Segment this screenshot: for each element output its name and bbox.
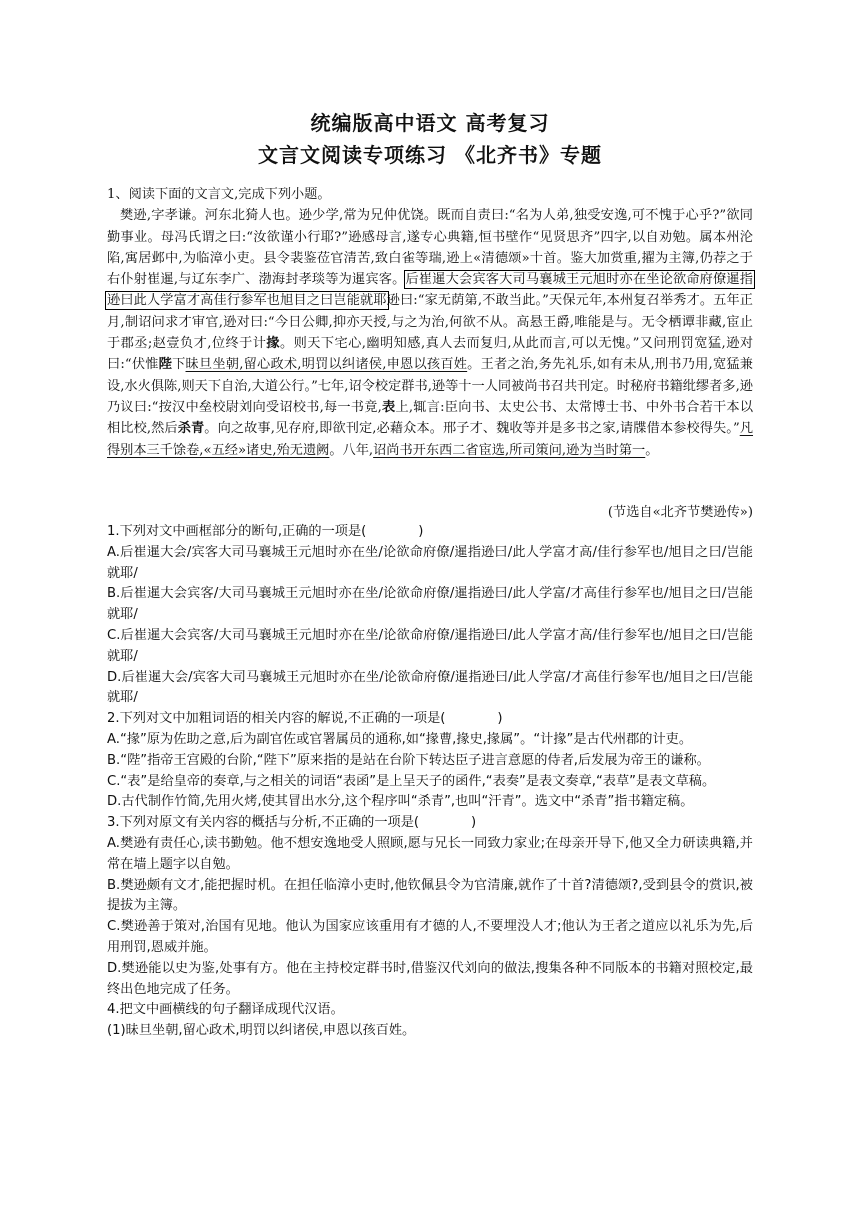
passage-text: 。则天下宅心,幽明知感,真人去而复归,从此而言,可以无愧。”又问刑罚宽猛,逊对曰:“伏惟 [107, 336, 754, 373]
question-stem: 4.把文中画横线的句子翻译成现代汉语。 [107, 1002, 344, 1018]
question-stem: 1.下列对文中画框部分的断句,正确的一项是( ) [107, 524, 424, 539]
question-option: A.樊逊有责任心,读书勤勉。他不想安逸地受人照顾,愿与兄长一同致力家业;在母亲开导下,他又全力研读典籍,并常在墙上题字以自勉。 [107, 835, 753, 872]
boxed-sentence: 后崔暹大会宾客大司马襄城王元旭时亦在坐论欲命府僚暹指逊曰此人学富才高佳行参军也旭目之曰岂能就耶 [107, 272, 753, 309]
question-option: C.后崔暹大会宾客/大司马襄城王元旭时亦在坐/论欲命府僚/暹指逊曰/此人学富才高/佳行参军也/旭目之曰/岂能就耶/ [107, 627, 753, 664]
question-option: D.古代制作竹简,先用火烤,使其冒出水分,这个程序叫“杀青”,也叫“汗青”。选文中“杀青”指书籍定稿。 [107, 794, 694, 810]
question-option: C.樊逊善于策对,治国有见地。他认为国家应该重用有才德的人,不要埋没人才;他认为王者之道应以礼乐为先,后用刑罚,恩威并施。 [107, 919, 753, 955]
bold-term: 表 [381, 399, 396, 415]
bold-term: 掾 [266, 336, 281, 352]
passage-source: (节选自«北齐节樊逊传») [607, 505, 753, 520]
question-option: A.“掾”原为佐助之意,后为副官佐或官署属员的通称,如“掾曹,掾史,掾属”。“计掾”是古代州郡的计吏。 [107, 731, 693, 747]
question-option: B.后崔暹大会宾客/大司马襄城王元旭时亦在坐/论欲命府僚/暹指逊曰/此人学富/才高佳行参军也/旭目之曰/岂能就耶/ [107, 586, 753, 623]
page-title: 统编版高中语文 高考复习 [310, 111, 550, 135]
question-option: C.“表”是给皇帝的奏章,与之相关的词语“表函”是上呈天子的函件,“表奏”是表文奏章,“表草”是表文草稿。 [107, 773, 716, 789]
passage-text: 上,辄言:臣向书、太史公书、太常博士书、中外书合若干本以相比校,然后 [107, 399, 754, 437]
passage-text: 。向之故事,见存府,即欲刊定,必藉众本。邢子才、魏收等并是多书之家,请牒借本参校得失。” [204, 421, 740, 437]
passage-instruction: 1、阅读下面的文言文,完成下列小题。 [107, 187, 331, 202]
underlined-sentence: 凡得别本三千馀卷,«五经»诸史,殆无遗阙 [107, 421, 754, 458]
passage-text: 樊逊,字孝谦。河东北猗人也。逊少学,常为兄仲优饶。既而自责曰:“名为人弟,独受安逸,可不愧于心乎?”欲同勤事业。母冯氏谓之曰:“汝欲谨小行耶?”逊感母言,遂专心典籍,恒书壁作“见贤思齐”四字,以自劝勉。属本州沦陷,寓居邺中,为临漳小吏。县令裴鉴莅官清苦,致白雀等瑞,逊上«清德颂»十首。鉴大加赏重,擢为主簿,仍荐之于右仆射崔暹,与辽东李广、渤海封孝琰等为暹宾客。 [107, 208, 753, 288]
underlined-sentence: 诏尚书开东西二省宦选,所司策问,逊为当时第一 [373, 442, 646, 458]
passage-text: 逊曰:“家无荫第,不敢当此。”天保元年,本州复召举秀才。五年正月,制诏问求才审官,逊对曰:“今日公卿,抑亦天授,与之为治,何欲不从。高悬王爵,唯能是与。无令栖谭非藏,宦止于郡丞;赵壹负才,位终于计 [107, 293, 753, 352]
reading-passage [107, 184, 753, 461]
passage-text: 。八年, [329, 442, 374, 458]
underlined-sentence: 昧旦坐朝,留心政术,明罚以纠诸侯,申恩以孩百姓 [185, 357, 468, 373]
question-option: B.樊逊颇有文才,能把握时机。在担任临漳小吏时,他钦佩县令为官清廉,就作了十首?清德颂?,受到县令的赏识,被提拔为主簿。 [107, 877, 753, 914]
question-option: (1)昧旦坐朝,留心政术,明罚以纠诸侯,申恩以孩百姓。 [107, 1023, 416, 1039]
question-stem: 2.下列对文中加粗词语的相关内容的解说,不正确的一项是( ) [107, 711, 503, 727]
question-option: D.后崔暹大会/宾客大司马襄城王元旭时亦在坐/论欲命府僚/暹指逊曰/此人学富/才高佳行参军也/旭目之曰/岂能就耶/ [107, 669, 753, 706]
passage-text: 。 [645, 442, 659, 458]
question-option: B.“陛”指帝王宫殿的台阶,“陛下”原来指的是站在台阶下转达臣子进言意愿的侍者,后发展为帝王的谦称。 [107, 752, 710, 768]
question-stem: 3.下列对原文有关内容的概括与分析,不正确的一项是( ) [107, 815, 477, 831]
bold-term: 杀青 [177, 421, 205, 437]
question-option: D.樊逊能以史为鉴,处事有方。他在主持校定群书时,借鉴汉代刘向的做法,搜集各种不同版本的书籍对照校定,最终出色地完成了任务。 [107, 960, 753, 997]
question-list [107, 522, 753, 1042]
question-option: A.后崔暹大会/宾客大司马襄城王元旭时亦在坐/论欲命府僚/暹指逊曰/此人学富才高/佳行参军也/旭目之曰/岂能就耶/ [107, 544, 753, 581]
page-subtitle: 文言文阅读专项练习 《北齐书》专题 [258, 143, 602, 167]
passage-text: 下 [172, 357, 186, 373]
passage-text: 。王者之治,务先礼乐,如有未从,刑书乃用,宽猛兼设,水火俱陈,则天下自治,大道公行。”七年,诏令校定群书,逊等十一人同被尚书召共刊定。时秘府书籍纰缪者多,逊乃议曰:“按汉中垒校尉刘向受诏校书,每一书竟, [107, 357, 753, 415]
passage-body [107, 205, 753, 461]
bold-term: 陛 [158, 357, 173, 373]
